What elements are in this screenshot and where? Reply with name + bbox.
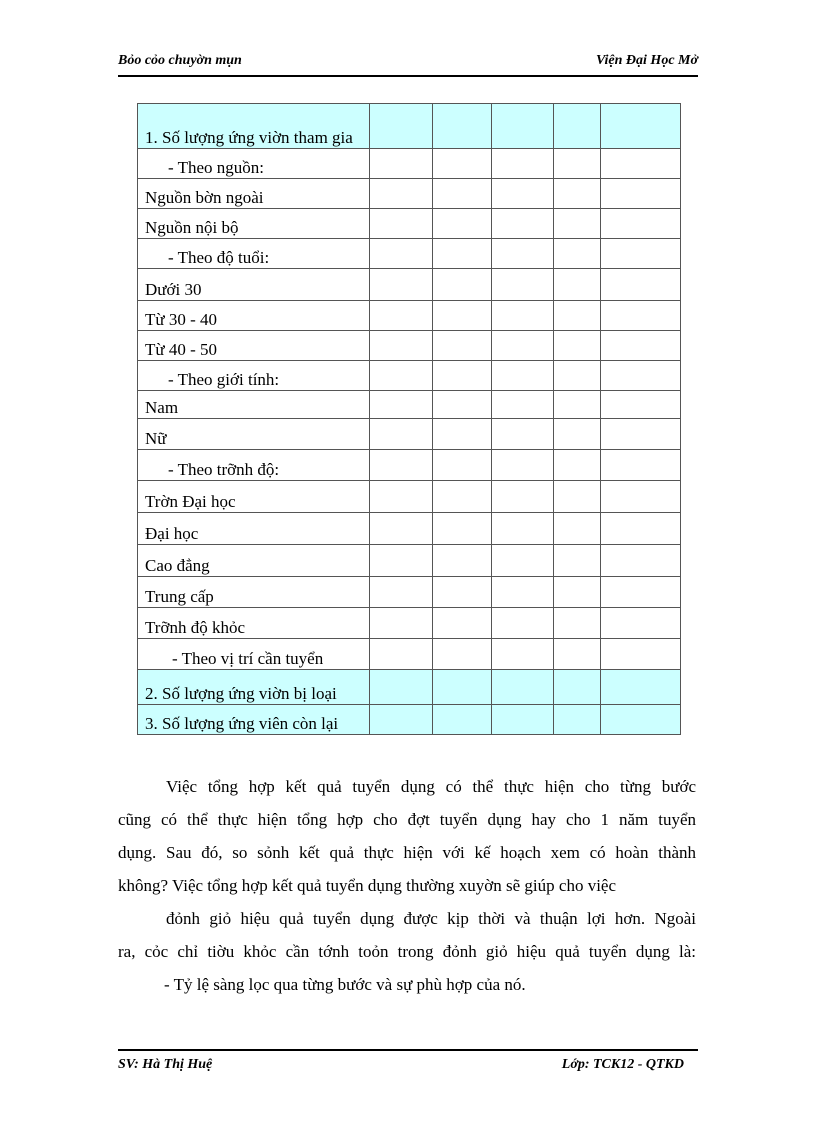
empty-cell <box>601 331 681 361</box>
empty-cell <box>433 391 492 419</box>
empty-cell <box>492 149 554 179</box>
empty-cell <box>601 481 681 513</box>
empty-cell <box>601 670 681 705</box>
empty-cell <box>492 639 554 670</box>
empty-cell <box>554 705 601 735</box>
empty-cell <box>370 577 433 608</box>
table-row <box>138 301 681 331</box>
empty-cell <box>601 419 681 450</box>
table-row <box>138 577 681 608</box>
empty-cell <box>492 391 554 419</box>
empty-cell <box>601 513 681 545</box>
empty-cell <box>433 481 492 513</box>
empty-cell <box>370 608 433 639</box>
empty-cell <box>370 481 433 513</box>
empty-cell <box>492 209 554 239</box>
empty-cell <box>433 639 492 670</box>
table-row <box>138 639 681 670</box>
empty-cell <box>433 608 492 639</box>
empty-cell <box>370 179 433 209</box>
p1-line: cũng có thể thực hiện tổng hợp cho đợt tuyển dụng hay cho 1 năm tuyển <box>118 810 696 829</box>
empty-cell <box>554 301 601 331</box>
empty-cell <box>554 419 601 450</box>
empty-cell <box>601 577 681 608</box>
table-row <box>138 209 681 239</box>
empty-cell <box>433 419 492 450</box>
p1-line: không? Việc tổng hợp kết quả tuyển dụng thường xuyờn sẽ giúp cho việc <box>118 876 617 895</box>
empty-cell <box>554 104 601 149</box>
empty-cell <box>492 670 554 705</box>
empty-cell <box>433 239 492 269</box>
empty-cell <box>554 391 601 419</box>
table-row <box>138 481 681 513</box>
row-label: - Theo giới tính: <box>138 361 370 391</box>
row-label: Nữ <box>138 419 370 450</box>
empty-cell <box>433 149 492 179</box>
empty-cell <box>433 301 492 331</box>
empty-cell <box>554 149 601 179</box>
row-label: 3. Số lượng ứng viên còn lại <box>138 705 370 735</box>
row-label: Trỡnh độ khỏc <box>138 608 370 639</box>
row-label: Cao đẳng <box>138 545 370 577</box>
empty-cell <box>370 269 433 301</box>
p1-line: dụng. Sau đó, so sỏnh kết quả thực hiện với kế hoạch xem có hoàn thành <box>118 843 696 862</box>
recruitment-table <box>137 103 681 735</box>
table-row <box>138 705 681 735</box>
empty-cell <box>492 545 554 577</box>
empty-cell <box>370 419 433 450</box>
table-row <box>138 149 681 179</box>
header-left: Bỏo cỏo chuyờn mụn <box>118 53 242 68</box>
empty-cell <box>554 577 601 608</box>
empty-cell <box>601 450 681 481</box>
empty-cell <box>370 639 433 670</box>
empty-cell <box>601 608 681 639</box>
table-row <box>138 179 681 209</box>
empty-cell <box>601 209 681 239</box>
empty-cell <box>601 149 681 179</box>
empty-cell <box>433 513 492 545</box>
empty-cell <box>601 104 681 149</box>
footer-right: Lớp: TCK12 - QTKD <box>561 1057 684 1072</box>
p2-line: ra, cỏc chỉ tiờu khỏc cần tớnh toỏn trong đỏnh giỏ hiệu quả tuyển dụng là: <box>118 942 696 961</box>
empty-cell <box>433 331 492 361</box>
empty-cell <box>554 269 601 301</box>
table-row <box>138 361 681 391</box>
empty-cell <box>492 104 554 149</box>
table-row <box>138 608 681 639</box>
empty-cell <box>492 361 554 391</box>
row-label: Nguồn nội bộ <box>138 209 370 239</box>
table-row <box>138 450 681 481</box>
row-label: Trung cấp <box>138 577 370 608</box>
table-row <box>138 331 681 361</box>
empty-cell <box>601 179 681 209</box>
p1-line: Việc tổng hợp kết quả tuyển dụng có thể thực hiện cho từng bước <box>166 777 696 796</box>
empty-cell <box>433 104 492 149</box>
empty-cell <box>433 361 492 391</box>
table-row <box>138 545 681 577</box>
empty-cell <box>370 239 433 269</box>
empty-cell <box>554 209 601 239</box>
p3-line: - Tỷ lệ sàng lọc qua từng bước và sự phù hợp của nó. <box>164 975 526 994</box>
empty-cell <box>601 301 681 331</box>
table-row <box>138 419 681 450</box>
p2-line: đỏnh giỏ hiệu quả tuyển dụng được kịp thời và thuận lợi hơn. Ngoài <box>166 909 696 928</box>
empty-cell <box>554 545 601 577</box>
empty-cell <box>492 577 554 608</box>
empty-cell <box>554 239 601 269</box>
empty-cell <box>492 239 554 269</box>
footer-left: SV: Hà Thị Huệ <box>118 1057 213 1072</box>
empty-cell <box>554 608 601 639</box>
empty-cell <box>492 608 554 639</box>
row-label: Từ 30 - 40 <box>138 301 370 331</box>
row-label: - Theo trỡnh độ: <box>138 450 370 481</box>
page-header <box>118 53 698 77</box>
empty-cell <box>370 670 433 705</box>
table-row <box>138 513 681 545</box>
empty-cell <box>554 331 601 361</box>
empty-cell <box>492 179 554 209</box>
empty-cell <box>370 209 433 239</box>
row-label: Trờn Đại học <box>138 481 370 513</box>
empty-cell <box>554 639 601 670</box>
empty-cell <box>601 639 681 670</box>
table-row <box>138 269 681 301</box>
paragraph-1 <box>118 770 696 1001</box>
empty-cell <box>492 331 554 361</box>
empty-cell <box>492 513 554 545</box>
empty-cell <box>601 545 681 577</box>
empty-cell <box>370 301 433 331</box>
empty-cell <box>433 705 492 735</box>
table-row <box>138 239 681 269</box>
empty-cell <box>554 361 601 391</box>
empty-cell <box>554 481 601 513</box>
empty-cell <box>601 391 681 419</box>
empty-cell <box>370 450 433 481</box>
empty-cell <box>370 104 433 149</box>
empty-cell <box>433 209 492 239</box>
table-row <box>138 670 681 705</box>
empty-cell <box>433 450 492 481</box>
empty-cell <box>492 269 554 301</box>
empty-cell <box>492 705 554 735</box>
row-label: Dưới 30 <box>138 269 370 301</box>
row-label: 2. Số lượng ứng viờn bị loại <box>138 670 370 705</box>
empty-cell <box>433 577 492 608</box>
empty-cell <box>554 670 601 705</box>
empty-cell <box>492 450 554 481</box>
empty-cell <box>370 361 433 391</box>
empty-cell <box>601 705 681 735</box>
row-label: Từ 40 - 50 <box>138 331 370 361</box>
empty-cell <box>554 513 601 545</box>
empty-cell <box>433 545 492 577</box>
empty-cell <box>370 513 433 545</box>
empty-cell <box>370 149 433 179</box>
row-label: - Theo nguồn: <box>138 149 370 179</box>
empty-cell <box>433 670 492 705</box>
empty-cell <box>433 269 492 301</box>
empty-cell <box>370 705 433 735</box>
empty-cell <box>601 239 681 269</box>
empty-cell <box>433 179 492 209</box>
empty-cell <box>554 450 601 481</box>
page-footer <box>118 1049 698 1073</box>
row-label: - Theo vị trí cần tuyển <box>138 639 370 670</box>
header-right: Viện Đại Học Mở <box>595 53 698 68</box>
empty-cell <box>492 419 554 450</box>
table-row <box>138 104 681 149</box>
empty-cell <box>601 361 681 391</box>
row-label: 1. Số lượng ứng viờn tham gia <box>138 104 370 149</box>
row-label: - Theo độ tuổi: <box>138 239 370 269</box>
row-label: Nam <box>138 391 370 419</box>
table-row <box>138 391 681 419</box>
empty-cell <box>370 391 433 419</box>
empty-cell <box>492 301 554 331</box>
empty-cell <box>601 269 681 301</box>
row-label: Nguồn bờn ngoài <box>138 179 370 209</box>
table-body <box>138 104 681 735</box>
empty-cell <box>370 331 433 361</box>
empty-cell <box>370 545 433 577</box>
row-label: Đại học <box>138 513 370 545</box>
empty-cell <box>492 481 554 513</box>
empty-cell <box>554 179 601 209</box>
